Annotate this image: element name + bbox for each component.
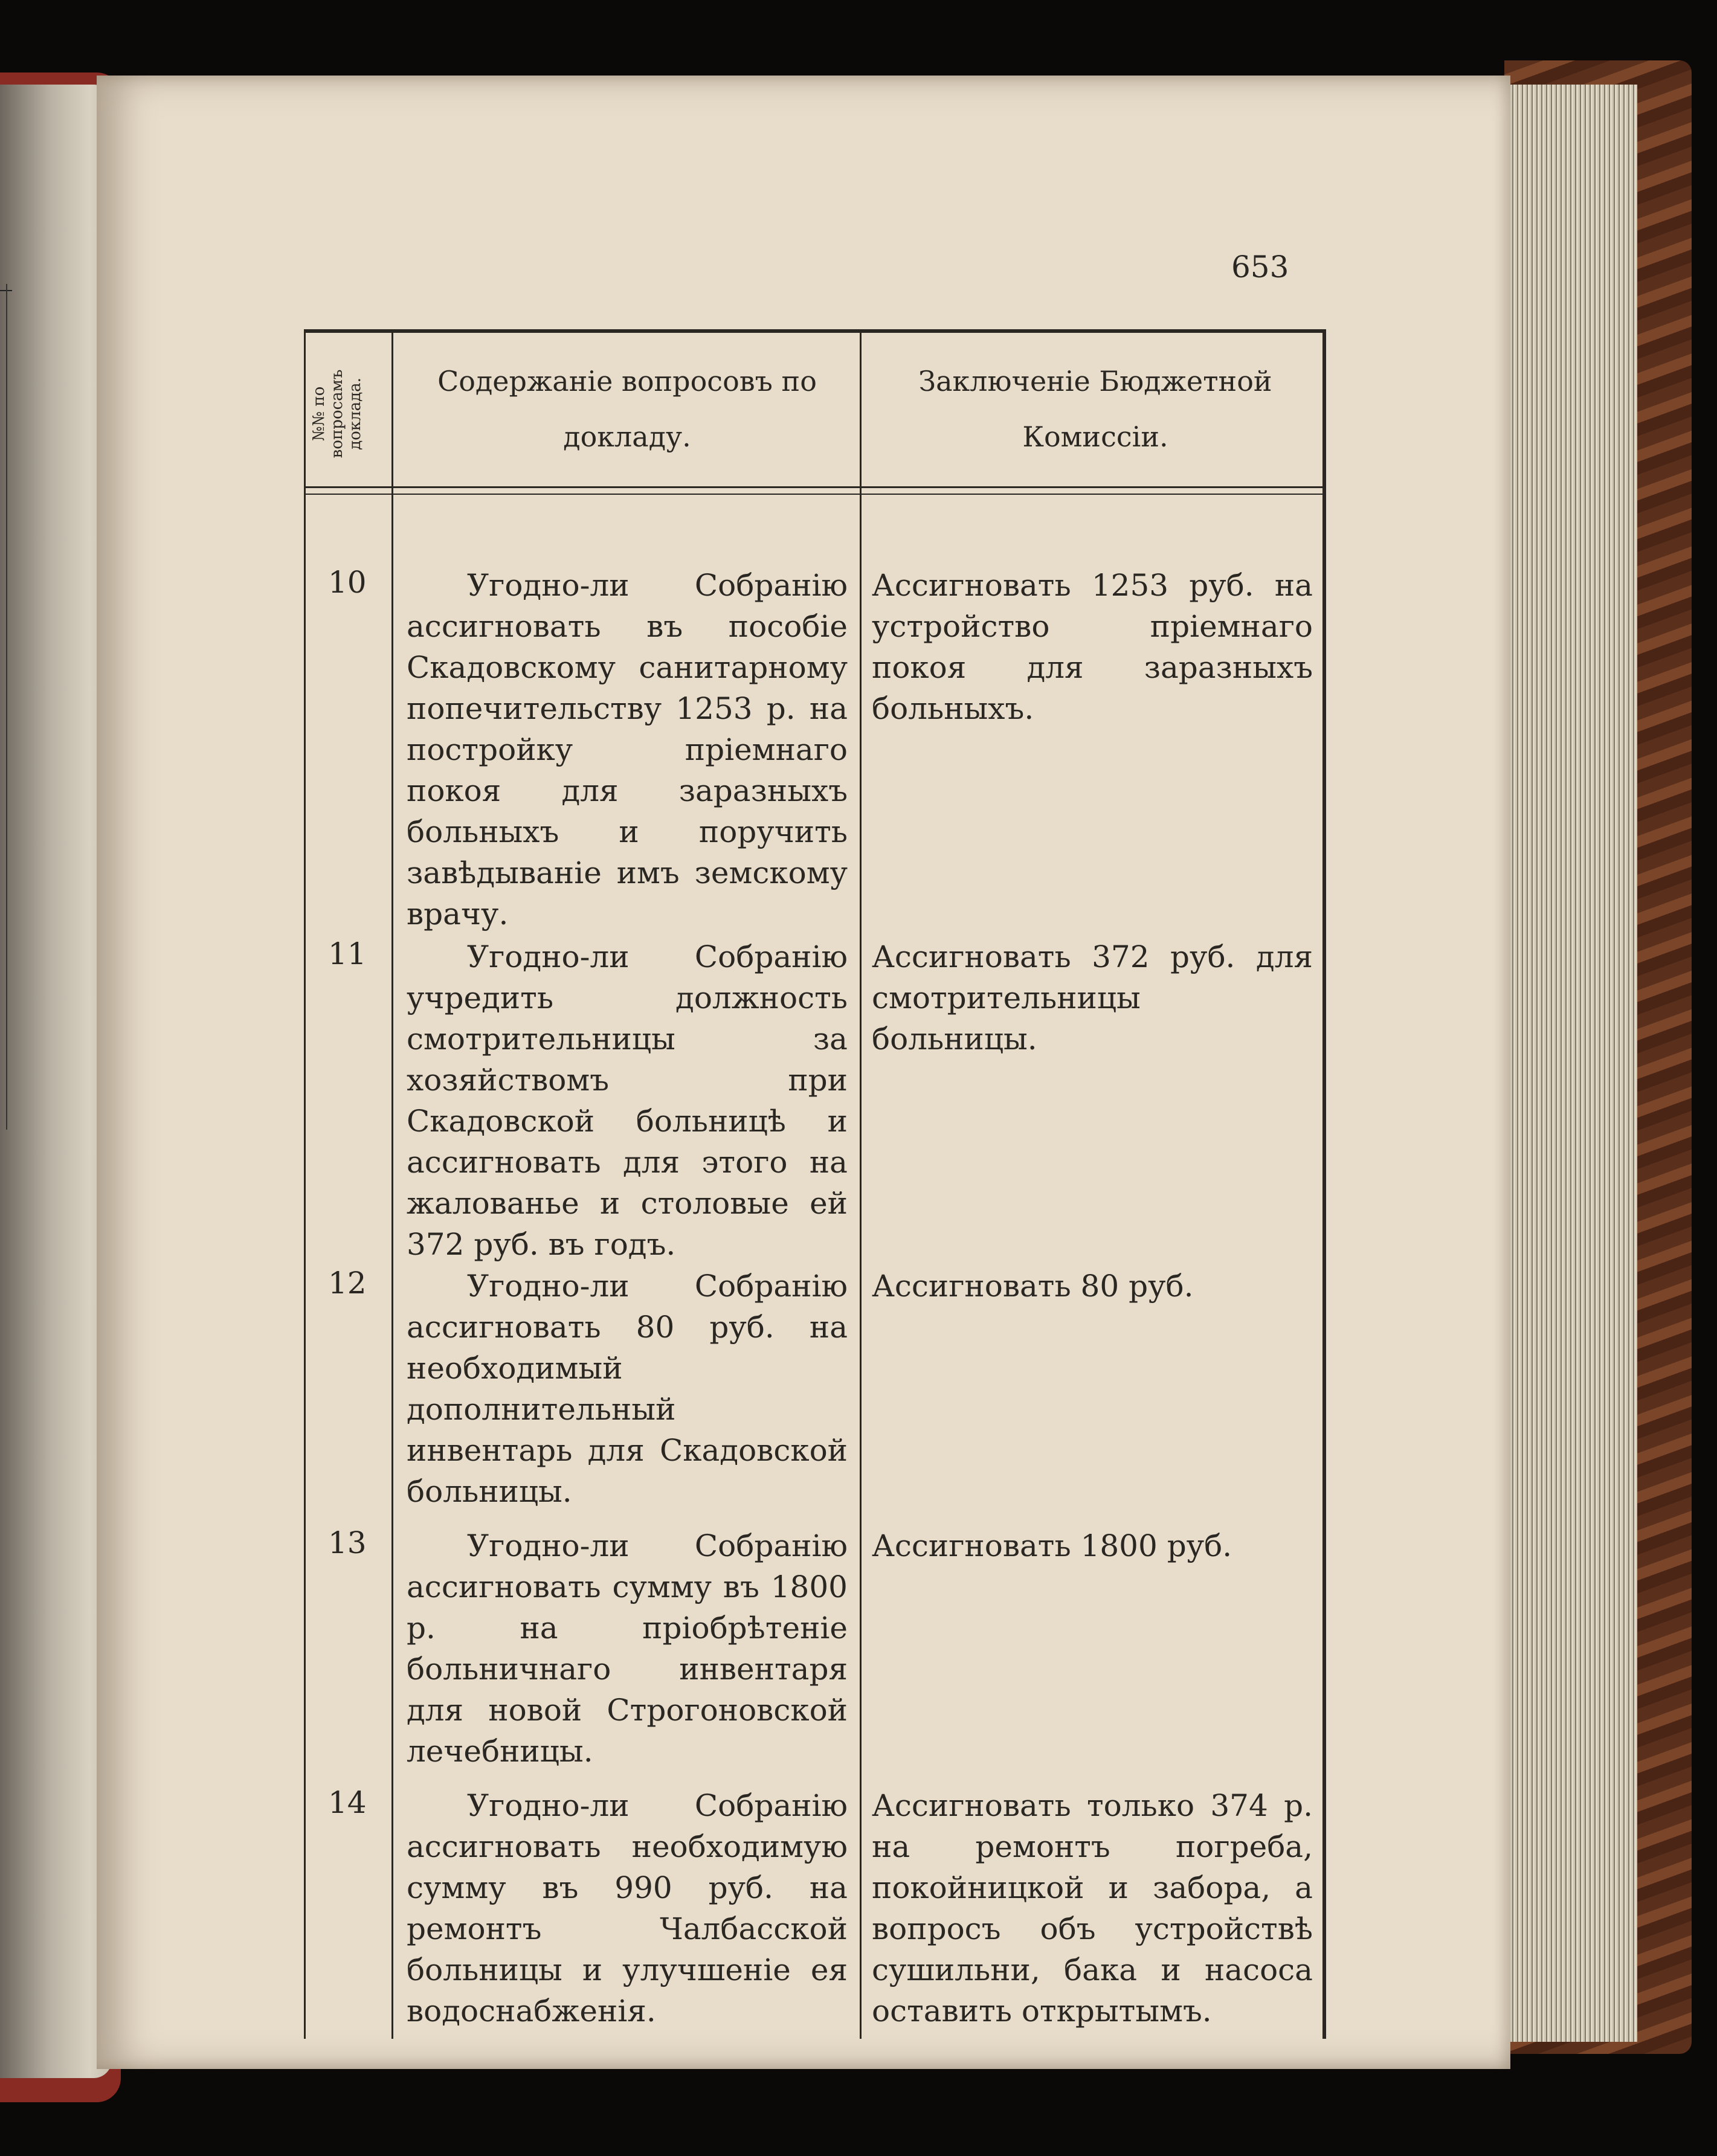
row-number: 13 xyxy=(328,1525,367,1560)
row-number: 11 xyxy=(328,936,367,971)
left-page xyxy=(0,85,112,2078)
row-conclusion: Ассигновать 372 руб. для смотрительницы больницы. xyxy=(872,939,1313,1057)
header-rule xyxy=(304,486,1325,488)
row-content: Угодно-ли Собранію ассигновать въ пособіе Скадовскому санитарному попечительству 1253 р. на постройку пріемнаго покоя для заразныхъ больныхъ и поручить завѣдываніе имъ земскому врачу. xyxy=(407,568,848,932)
header-number-label: №№ по вопросамъ доклада. xyxy=(310,369,364,459)
header-number-column xyxy=(310,347,382,480)
column-rule-right xyxy=(1322,329,1326,2039)
page-number: 653 xyxy=(1231,249,1289,285)
column-rule-number xyxy=(391,329,393,2039)
column-rule-left xyxy=(304,329,306,498)
row-number: 14 xyxy=(328,1785,367,1820)
row-conclusion: Ассигновать 80 руб. xyxy=(872,1269,1194,1304)
row-conclusion: Ассигновать только 374 р. на ремонтъ погреба, покойницкой и забора, а вопросъ объ устройствѣ сушильни, бака и насоса оставить открытымъ. xyxy=(872,1788,1313,2029)
right-page xyxy=(97,76,1510,2069)
column-rule-content xyxy=(860,329,862,2039)
row-conclusion: Ассигновать 1253 руб. на устройство пріемнаго покоя для заразныхъ больныхъ. xyxy=(872,568,1313,726)
header-conclusion-column: Заключеніе Бюджетной Комиссіи. xyxy=(918,365,1272,453)
row-content: Угодно-ли Собранію учредить должность смотрительницы за хозяйствомъ при Скадовской больницѣ и ассигновать для этого на жалованье и столовые ей 372 руб. въ годъ. xyxy=(407,939,848,1262)
column-rule-left-body xyxy=(304,498,306,2039)
page-edges xyxy=(1510,85,1637,2042)
row-number: 10 xyxy=(328,565,367,600)
table-top-rule xyxy=(304,329,1325,333)
row-conclusion: Ассигновать 1800 руб. xyxy=(872,1528,1232,1563)
row-content: Угодно-ли Собранію ассигновать необходимую сумму въ 990 руб. на ремонтъ Чалбасской больницы и улучшеніе ея водоснабженія. xyxy=(407,1788,848,2029)
row-number: 12 xyxy=(328,1266,367,1301)
header-rule-double xyxy=(304,494,1325,495)
header-content-column: Содержаніе вопросовъ по докладу. xyxy=(437,365,817,453)
left-page-column-rule xyxy=(6,284,7,1130)
row-content: Угодно-ли Собранію ассигновать сумму въ 1800 р. на пріобрѣтеніе больничнаго инвентаря для новой Строгоновской лечебницы. xyxy=(407,1528,848,1769)
report-table xyxy=(304,329,1325,2039)
row-content: Угодно-ли Собранію ассигновать 80 руб. на необходимый дополнительный инвентарь для Скадовской больницы. xyxy=(407,1269,848,1509)
